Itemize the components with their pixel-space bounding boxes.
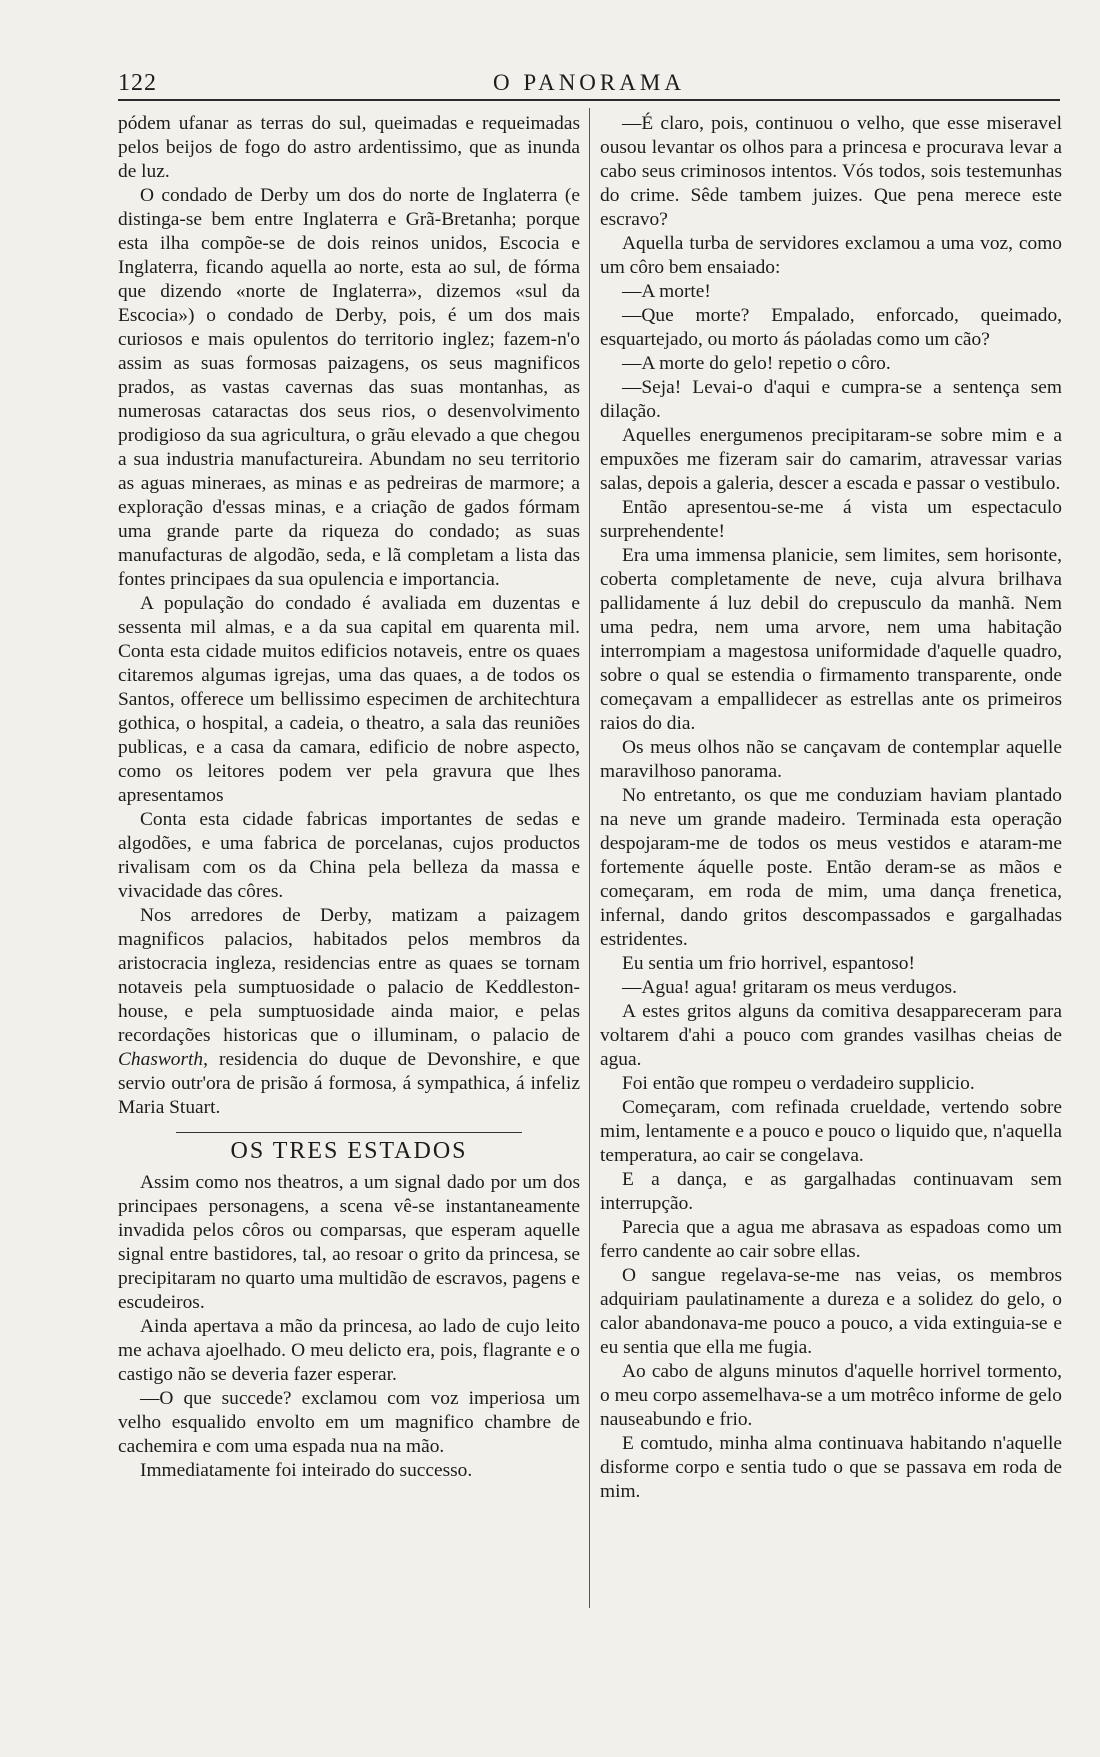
paragraph: —A morte! [622,281,711,302]
paragraph: Aquella turba de servidores exclamou a uma voz, como um côro bem ensaiado: [600,233,1062,278]
paragraph: —O que succede? exclamou com voz imperiosa um velho esqualido envolto em um magnifico chambre de cachemira e com uma espada nua na mão. [118,1388,580,1457]
paragraph: Eu sentia um frio horrivel, espantoso! [622,953,915,974]
paragraph: Era uma immensa planicie, sem limites, sem horisonte, coberta completamente de neve, cuja alvura brilhava pallidamente á luz debil do crepusculo da manhã. Nem uma pedra, nem uma arvore, nem uma habitação interrompiam a magestosa uniformidade d'aquelle quadro, sobre o qual se estendia o firmamento transparente, onde começavam a empallidecer as estrellas ante os primeiros raios do dia. [600,545,1062,734]
paragraph: Os meus olhos não se cançavam de contemplar aquelle maravilhoso panorama. [600,737,1062,782]
paragraph: Ainda apertava a mão da princesa, ao lado de cujo leito me achava ajoelhado. O meu delicto era, pois, flagrante e o castigo não se deveria fazer esperar. [118,1316,580,1385]
paragraph: Immediatamente foi inteirado do successo. [140,1460,473,1481]
paragraph: Começaram, com refinada crueldade, vertendo sobre mim, lentamente e a pouco e pouco o liquido que, n'aquella temperatura, ao cair se congelava. [600,1097,1062,1166]
column-divider [589,108,590,1608]
page-number: 122 [118,70,157,96]
section-rule [176,1132,522,1133]
paragraph: A estes gritos alguns da comitiva desappareceram para voltarem d'ahi a pouco com grandes vasilhas cheias de agua. [600,1001,1062,1070]
paragraph: A população do condado é avaliada em duzentas e sessenta mil almas, e a da sua capital em quarenta mil. Conta esta cidade muitos edificios notaveis, entre os quaes citaremos algumas igrejas, uma das quaes, a de todos os Santos, offerece um bellissimo especimen de architechtura gothica, o hospital, a cadeia, o theatro, a sala das reuniões publicas, e a casa da camara, edificio de nobre aspecto, como os leitores podem ver pela gravura que lhes apresentamos [118,593,580,806]
paragraph: —Agua! agua! gritaram os meus verdugos. [622,977,957,998]
paragraph-text: , residencia do duque de Devonshire, e que servio outr'ora de prisão á formosa, á sympathica, á infeliz Maria Stuart. [118,1049,580,1118]
paragraph: Aquelles energumenos precipitaram-se sobre mim e a empuxões me fizeram sair do camarim, atravessar varias salas, depois a galeria, descer a escada e passar o vestibulo. [600,425,1062,494]
paragraph: No entretanto, os que me conduziam haviam plantado na neve um grande madeiro. Terminada esta operação despojaram-me de todos os meus vestidos e ataram-me fortemente áquelle poste. Então deram-se as mãos e começaram, em roda de mim, uma dança frenetica, infernal, dando gritos descompassados e gargalhadas estridentes. [600,785,1062,950]
right-column [600,112,1062,1504]
page-header [118,70,1060,100]
paragraph: Parecia que a agua me abrasava as espadoas como um ferro candente ao cair sobre ellas. [600,1217,1062,1262]
left-column [118,112,580,1483]
paragraph: —Seja! Levai-o d'aqui e cumpra-se a sentença sem dilação. [600,377,1062,422]
journal-title: O PANORAMA [493,70,685,95]
section-title: OS TRES ESTADOS [230,1138,468,1164]
paragraph: Conta esta cidade fabricas importantes de sedas e algodões, e uma fabrica de porcelanas, cujos productos rivalisam com os da China pela belleza da massa e vivacidade das côres. [118,809,580,902]
paragraph [118,904,580,1120]
paragraph: O sangue regelava-se-me nas veias, os membros adquiriam paulatinamente a dureza e a solidez do gelo, o calor abandonava-me pouco a pouco, a vida extinguia-se e eu sentia que ella me fugia. [600,1265,1062,1358]
paragraph: E a dança, e as gargalhadas continuavam sem interrupção. [600,1169,1062,1214]
paragraph: —É claro, pois, continuou o velho, que esse miseravel ousou levantar os olhos para a princesa e procurava levar a cabo seus criminosos intentos. Vós todos, sois testemunhas do crime. Sêde tambem juizes. Que pena merece este escravo? [600,113,1062,230]
paragraph: Assim como nos theatros, a um signal dado por um dos principaes personagens, a scena vê-se instantaneamente invadida pelos côros ou comparsas, que esperam aquelle signal entre bastidores, tal, ao resoar o grito da princesa, se precipitaram no quarto uma multidão de escravos, pagens e escudeiros. [118,1172,580,1313]
paragraph: Ao cabo de alguns minutos d'aquelle horrivel tormento, o meu corpo assemelhava-se a um motrêco informe de gelo nauseabundo e frio. [600,1361,1062,1430]
paragraph: O condado de Derby um dos do norte de Inglaterra (e distinga-se bem entre Inglaterra e Grã-Bretanha; porque esta ilha compõe-se de dois reinos unidos, Escocia e Inglaterra, ficando aquella ao norte, esta ao sul, de fórma que dizendo «norte de Inglaterra», dizemos «sul da Escocia») o condado de Derby, pois, é um dos mais curiosos e mais opulentos do territorio inglez; fazem-n'o assim as suas formosas paizagens, os seus magnificos prados, as vastas cavernas das suas montanhas, as numerosas cataractas dos seus rios, o desenvolvimento prodigioso da sua agricultura, o grãu elevado a que chegou a sua industria manufactureira. Abundam no seu territorio as aguas mineraes, as minas e as pedreiras de marmore; a exploração d'essas minas, e a criação de gados fórmam uma grande parte da riqueza do condado; as suas manufacturas de algodão, seda, e lã completam a lista das fontes principaes da sua opulencia e importancia. [118,185,580,590]
paragraph: —Que morte? Empalado, enforcado, queimado, esquartejado, ou morto ás páoladas como um cão? [600,305,1062,350]
paragraph: —A morte do gelo! repetio o côro. [622,353,891,374]
paragraph: Então apresentou-se-me á vista um espectaculo surprehendente! [600,497,1062,542]
paragraph: Foi então que rompeu o verdadeiro supplicio. [622,1073,975,1094]
paragraph-text: Nos arredores de Derby, matizam a paizagem magnificos palacios, habitados pelos membros da aristocracia ingleza, residencias entre as quaes se tornam notaveis pela sumptuosidade o palacio de Keddleston-house, e pela sumptuosidade ainda maior, e pelas recordações historicas que o illuminam, o palacio de [118,905,580,1046]
header-rule [118,99,1060,101]
paragraph: E comtudo, minha alma continuava habitando n'aquelle disforme corpo e sentia tudo o que se passava em roda de mim. [600,1433,1062,1502]
paragraph: pódem ufanar as terras do sul, queimadas e requeimadas pelos beijos de fogo do astro ardentissimo, que as inunda de luz. [118,113,580,182]
italic-name: Chasworth [118,1049,204,1070]
